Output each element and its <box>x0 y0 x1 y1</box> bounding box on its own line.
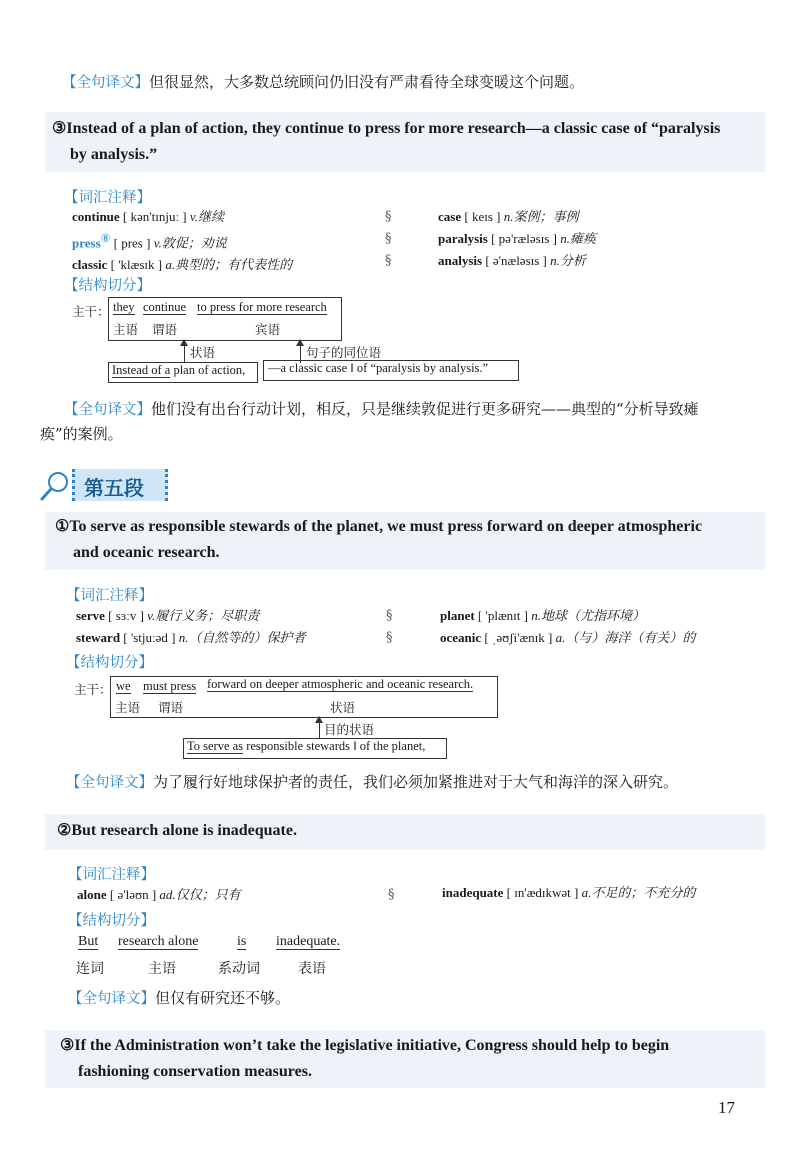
diagram-label: 谓语 <box>158 700 184 715</box>
diagram-label: 状语 <box>190 345 216 360</box>
vocab-right <box>438 206 596 272</box>
structure-tag: 【结构切分】 <box>68 913 155 929</box>
diagram-label: 句子的同位语 <box>306 345 382 360</box>
vocab-left <box>72 206 292 276</box>
diagram-word: we <box>116 679 131 693</box>
sentence-number: ③ <box>60 1037 75 1054</box>
diagram-label: 目的状语 <box>324 722 375 737</box>
sentence-line: fashioning conservation measures. <box>78 1063 312 1080</box>
divider-icon: § § <box>386 608 393 645</box>
vocab-right <box>440 605 695 649</box>
vocab-item: serve [ sɜːv ] v.履行义务；尽职责 <box>76 608 260 623</box>
vocab-item: oceanic [ ˌəʊʃi'ænɪk ] a.（与）海洋（有关）的 <box>440 630 696 645</box>
translation-block <box>66 770 678 795</box>
diagram-phrase: To serve as responsible stewards ‖ of the planet, <box>187 739 426 753</box>
vocab-left <box>76 605 305 649</box>
vocab-item: press⑧ [ pres ] v.敦促；劝说 <box>72 233 227 251</box>
vocab-item: paralysis [ pə'ræləsɪs ] n.瘫痪 <box>438 231 596 246</box>
structure-tag: 【结构切分】 <box>64 278 151 294</box>
diagram-word: But <box>78 934 99 949</box>
diagram-word: inadequate. <box>276 934 341 949</box>
sentence-5-1 <box>55 514 775 566</box>
vocab-tag: 【词汇注释】 <box>66 588 153 604</box>
diagram-word: they <box>113 300 135 314</box>
vocab-left <box>77 884 241 906</box>
sentence-line: To serve as responsible stewards of the planet, we must press forward on deeper atmospheric <box>69 518 703 535</box>
translation-tag: 【全句译文】 <box>62 75 149 91</box>
vocab-tag: 【词汇注释】 <box>68 867 155 883</box>
vocab-tag: 【词汇注释】 <box>64 190 151 206</box>
diagram-label: 谓语 <box>152 322 178 337</box>
vocab-item: analysis [ ə'næləsɪs ] n.分析 <box>438 253 586 268</box>
translation-tag: 【全句译文】 <box>68 991 155 1007</box>
diagram-phrase: Instead of a plan of action, <box>112 363 246 377</box>
sentence-line: If the Administration won’t take the legislative initiative, Congress should help to begin <box>74 1037 670 1054</box>
arrow-line <box>184 345 185 363</box>
translation-text: 为了履行好地球保护者的责任，我们必须加紧推进对于大气和海洋的深入研究。 <box>153 773 679 791</box>
diagram-phrase: —a classic case ‖ of “paralysis by analysis.” <box>268 361 489 375</box>
diagram-label: 表语 <box>298 961 326 977</box>
translation-block <box>40 397 760 446</box>
diagram-label: 系动词 <box>218 961 260 977</box>
diagram-word: must press <box>143 679 197 693</box>
translation-text: 痪”的案例。 <box>40 425 123 443</box>
translation-block <box>68 986 290 1011</box>
sentence-number: ② <box>57 822 72 839</box>
sentence-line: But research alone is inadequate. <box>71 822 297 839</box>
translation-block <box>62 70 584 95</box>
translation-text: 但很显然，大多数总统顾问仍旧没有严肃看待全球变暖这个问题。 <box>149 73 585 91</box>
section-title: 第五段 <box>84 476 144 500</box>
sentence-number: ① <box>55 518 70 535</box>
vocab-item: case [ keɪs ] n.案例；事例 <box>438 209 579 224</box>
diagram-label: 连词 <box>76 961 104 977</box>
main-label: 主干： <box>74 682 112 697</box>
diagram-word: is <box>237 934 247 949</box>
translation-text: 他们没有出台行动计划，相反，只是继续敦促进行更多研究——典型的“分析导致瘫 <box>151 400 699 418</box>
sentence-line: Instead of a plan of action, they continue to press for more research—a classic case of “paralysis <box>66 120 721 137</box>
sentence-5-2 <box>57 818 297 844</box>
vocab-item: inadequate [ ɪn'ædɪkwət ] a.不足的；不充分的 <box>442 885 696 900</box>
diagram-word: continue <box>143 300 187 314</box>
diagram-label: 主语 <box>113 322 139 337</box>
sentence-line: by analysis.” <box>70 146 158 163</box>
vocab-right <box>442 882 695 904</box>
sentence-line: and oceanic research. <box>73 544 220 561</box>
diagram-word: forward on deeper atmospheric and oceanic research. <box>207 677 474 691</box>
diagram-word: to press for more research <box>197 300 327 314</box>
vocab-item: steward [ 'stjuːəd ] n.（自然等的）保护者 <box>76 630 306 645</box>
translation-text: 但仅有研究还不够。 <box>155 989 291 1007</box>
sentence-number: ③ <box>52 120 67 137</box>
translation-tag: 【全句译文】 <box>64 402 151 418</box>
vocab-item: continue [ kən'tɪnjuː ] v.继续 <box>72 209 224 224</box>
page-number: 17 <box>718 1098 735 1117</box>
sentence-3 <box>52 116 772 168</box>
arrow-line <box>319 722 320 739</box>
sentence-5-3 <box>60 1033 760 1085</box>
translation-tag: 【全句译文】 <box>66 775 153 791</box>
diagram-label: 主语 <box>115 700 141 715</box>
vocab-item: planet [ 'plænɪt ] n.地球（尤指环境） <box>440 608 645 623</box>
main-label: 主干： <box>72 304 110 319</box>
vocab-item: classic [ 'klæsɪk ] a.典型的；有代表性的 <box>72 257 293 273</box>
structure-tag: 【结构切分】 <box>66 655 153 671</box>
magnifier-icon <box>38 470 72 508</box>
diagram-word: research alone <box>118 934 199 949</box>
diagram-label: 主语 <box>148 961 176 977</box>
diagram-label: 宾语 <box>255 322 281 337</box>
divider-icon: § § § <box>385 209 392 268</box>
diagram-label: 状语 <box>330 700 356 715</box>
divider-icon: § <box>388 887 395 902</box>
vocab-item: alone [ ə'ləʊn ] ad.仅仅；只有 <box>77 887 241 902</box>
